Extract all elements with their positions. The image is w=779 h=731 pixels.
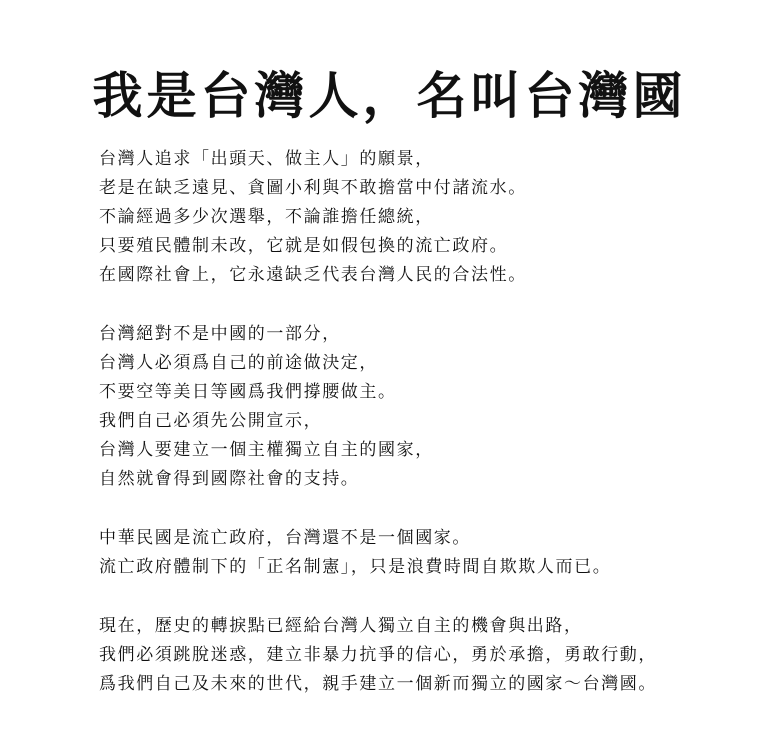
text-line: 台灣人追求「出頭天、做主人」的願景， [99, 149, 434, 169]
text-line: 現在，歷史的轉捩點已經給台灣人獨立自主的機會與出路， [99, 616, 583, 636]
paragraph-4 [99, 612, 759, 699]
text-line: 不要空等美日等國爲我們撐腰做主。 [99, 382, 397, 402]
paragraph-2 [99, 320, 759, 494]
text-line: 我們必須跳脫迷惑，建立非暴力抗爭的信心，勇於承擔，勇敢行動， [99, 645, 657, 665]
text-line: 台灣絕對不是中國的一部分， [99, 324, 341, 344]
text-line: 中華民國是流亡政府，台灣還不是一個國家。 [99, 528, 471, 548]
text-line: 台灣人必須爲自己的前途做決定， [99, 353, 378, 373]
text-line: 我們自己必須先公開宣示， [99, 411, 323, 431]
text-line: 自然就會得到國際社會的支持。 [99, 469, 360, 489]
text-line: 只要殖民體制未改，它就是如假包換的流亡政府。 [99, 236, 509, 256]
paragraph-3 [99, 524, 759, 582]
page-title: 我是台灣人，名叫台灣國 [92, 65, 687, 125]
document-body [99, 145, 759, 699]
text-line: 老是在缺乏遠見、貪圖小利與不敢擔當中付諸流水。 [99, 178, 527, 198]
text-line: 不論經過多少次選舉，不論誰擔任總統， [99, 207, 434, 227]
text-line: 台灣人要建立一個主權獨立自主的國家， [99, 440, 434, 460]
paragraph-1 [99, 145, 759, 290]
text-line: 在國際社會上，它永遠缺乏代表台灣人民的合法性。 [99, 265, 527, 285]
text-line: 爲我們自己及未來的世代，親手建立一個新而獨立的國家～台灣國。 [99, 674, 657, 694]
text-line: 流亡政府體制下的「正名制憲」，只是浪費時間自欺欺人而已。 [99, 557, 612, 577]
